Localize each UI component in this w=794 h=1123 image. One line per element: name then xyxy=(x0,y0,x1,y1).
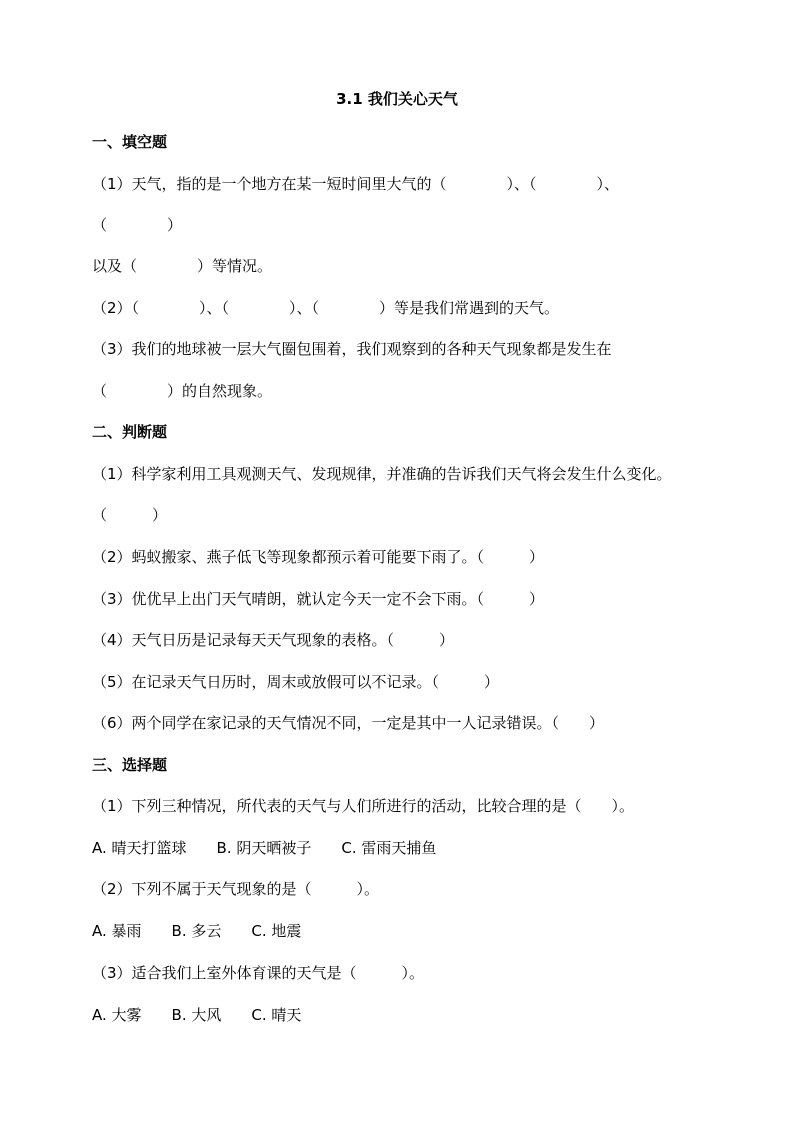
judge-q5: （5）在记录天气日历时，周末或放假可以不记录。（ ） xyxy=(92,673,500,691)
fill-q3-line1: （3）我们的地球被一层大气圈包围着，我们观察到的各种天气现象都是发生在 xyxy=(92,340,612,358)
choice-q1-options: A. 晴天打篮球 B. 阴天晒被子 C. 雷雨天捕鱼 xyxy=(92,839,437,857)
choice-q1-stem: （1）下列三种情况，所代表的天气与人们所进行的活动，比较合理的是（ ）。 xyxy=(92,797,635,815)
section-heading-fill: 一、填空题 xyxy=(92,133,168,151)
choice-q2-options: A. 暴雨 B. 多云 C. 地震 xyxy=(92,922,302,940)
choice-q3-stem: （3）适合我们上室外体育课的天气是（ ）。 xyxy=(92,964,425,982)
fill-q1-line3: 以及（ ）等情况。 xyxy=(92,257,273,275)
section-heading-judge: 二、判断题 xyxy=(92,423,168,441)
fill-q1-line2: （ ） xyxy=(92,216,183,234)
judge-q6: （6）两个同学在家记录的天气情况不同，一定是其中一人记录错误。（ ） xyxy=(92,714,605,732)
judge-q1-line1: （1）科学家利用工具观测天气、发现规律，并准确的告诉我们天气将会发生什么变化。 xyxy=(92,465,672,483)
fill-q1-line1: （1）天气，指的是一个地方在某一短时间里大气的（ ）、（ ）、 xyxy=(92,175,620,193)
judge-q2: （2）蚂蚁搬家、燕子低飞等现象都预示着可能要下雨了。（ ） xyxy=(92,548,545,566)
fill-q3-line2: （ ）的自然现象。 xyxy=(92,382,273,400)
section-heading-choice: 三、选择题 xyxy=(92,756,168,774)
judge-q1-line2: （ ） xyxy=(92,506,168,524)
judge-q3: （3）优优早上出门天气晴朗，就认定今天一定不会下雨。（ ） xyxy=(92,590,545,608)
judge-q4: （4）天气日历是记录每天天气现象的表格。（ ） xyxy=(92,631,455,649)
page-title: 3.1 我们关心天气 xyxy=(336,90,458,108)
choice-q2-stem: （2）下列不属于天气现象的是（ ）。 xyxy=(92,880,380,898)
choice-q3-options: A. 大雾 B. 大风 C. 晴天 xyxy=(92,1006,302,1024)
fill-q2: （2）（ ）、（ ）、（ ）等是我们常遇到的天气。 xyxy=(92,299,560,317)
